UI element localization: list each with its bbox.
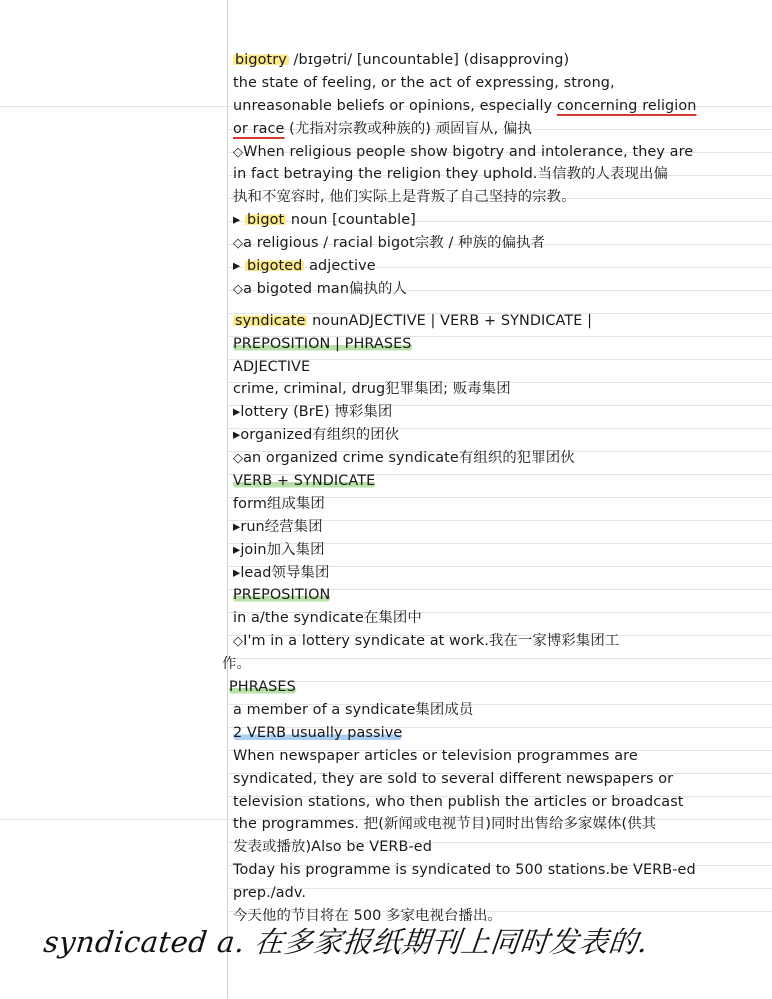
section-heading-phrases: [229, 676, 768, 699]
collocation-line: ▸run经营集团: [233, 518, 323, 535]
derivative-bigoted: bigoted: [247, 258, 303, 275]
collocation-line: in a/the syndicate在集团中: [233, 610, 422, 627]
example-line: in fact betraying the religion they uphold.当信教的人表现出偏: [233, 166, 669, 183]
definition-line: When newspaper articles or television programmes are: [233, 747, 638, 764]
arrow-bullet-icon: ▸: [233, 258, 245, 275]
derivative-pos: adjective: [304, 258, 376, 275]
collocation-line: ▸lead领导集团: [233, 564, 330, 581]
chinese-translation: (尤指对宗教或种族的) 顽固盲从, 偏执: [284, 120, 532, 137]
collocation-line: ▸lottery (BrE) 博彩集团: [233, 404, 393, 421]
section-heading-text: PHRASES: [229, 679, 296, 696]
definition-line: syndicated, they are sold to several different newspapers or: [233, 770, 674, 787]
headword-syndicate: syndicate: [235, 312, 306, 329]
handwritten-note: syndicated a. 在多家报纸期刊上同时发表的.: [42, 925, 650, 959]
example-line: 执和不宽容时, 他们实际上是背叛了自己坚持的宗教。: [233, 189, 576, 206]
collocation-line: ▸organized有组织的团伙: [233, 427, 400, 444]
underlined-phrase: or race: [233, 120, 285, 137]
section-heading-verb2: [233, 722, 768, 745]
definition-text: unreasonable beliefs or opinions, especially: [233, 97, 557, 114]
derivative-line: [233, 255, 768, 278]
example-line: [233, 630, 768, 653]
margin-line: [227, 0, 228, 999]
headword-bigotry: bigotry: [235, 52, 287, 68]
example-line: 作。: [222, 656, 251, 673]
section-heading-preposition: [233, 584, 768, 607]
diamond-bullet-icon: ◇: [233, 236, 244, 252]
definition-line: [233, 118, 768, 141]
diamond-bullet-icon: ◇: [233, 451, 244, 467]
example-text: When religious people show bigotry and intolerance, they are: [243, 143, 694, 160]
derivative-pos: noun [countable]: [286, 212, 416, 229]
example-line: [233, 447, 768, 470]
example-line: [233, 232, 768, 255]
definition-line: 发表或播放)Also be VERB-ed: [233, 839, 432, 856]
section-heading-verb: [233, 470, 768, 493]
definition-line: [233, 95, 768, 118]
example-text: I'm in a lottery syndicate at work.我在一家博彩集团工: [243, 633, 620, 650]
section-heading-text: 2 VERB usually passive: [233, 724, 403, 741]
derivative-bigot: bigot: [247, 212, 285, 229]
notes-content: [222, 49, 768, 928]
arrow-bullet-icon: ▸: [233, 212, 245, 229]
underlined-phrase: concerning religion: [556, 97, 697, 114]
derivative-line: [233, 209, 768, 232]
definition-line: television stations, who then publish the articles or broadcast: [233, 793, 684, 810]
example-text: an organized crime syndicate有组织的犯罪团伙: [243, 450, 575, 467]
example-line: [233, 141, 768, 164]
example-line: 今天他的节目将在 500 多家电视台播出。: [233, 907, 502, 924]
pronunciation-grammar: /bɪɡətri/ [uncountable] (disapproving): [288, 52, 570, 68]
example-line: Today his programme is syndicated to 500 stations.be VERB-ed: [233, 862, 696, 879]
collocation-index-line: [233, 333, 768, 356]
diamond-bullet-icon: ◇: [233, 634, 244, 650]
collocation-line: crime, criminal, drug犯罪集团; 贩毒集团: [233, 381, 511, 398]
section-heading-text: PREPOSITION: [233, 587, 331, 604]
example-text: a religious / racial bigot宗教 / 种族的偏执者: [243, 235, 546, 252]
collocation-line: a member of a syndicate集团成员: [233, 701, 474, 718]
definition-line: the programmes. 把(新闻或电视节目)同时出售给多家媒体(供其: [233, 816, 657, 833]
syndicate-headline: [233, 310, 768, 333]
diamond-bullet-icon: ◇: [233, 144, 244, 160]
collocation-line: form组成集团: [233, 495, 325, 512]
collocation-index: nounADJECTIVE | VERB + SYNDICATE |: [307, 312, 593, 329]
bigotry-headline: [233, 49, 768, 72]
example-line: prep./adv.: [233, 885, 307, 902]
example-text: a bigoted man偏执的人: [243, 280, 407, 297]
example-line: [233, 278, 768, 301]
definition-line: the state of feeling, or the act of expressing, strong,: [233, 74, 615, 91]
section-heading-text: VERB + SYNDICATE: [233, 473, 376, 490]
section-heading-adjective: ADJECTIVE: [233, 358, 311, 375]
collocation-index: PREPOSITION | PHRASES: [233, 335, 412, 352]
diamond-bullet-icon: ◇: [233, 281, 244, 297]
collocation-line: ▸join加入集团: [233, 541, 325, 558]
